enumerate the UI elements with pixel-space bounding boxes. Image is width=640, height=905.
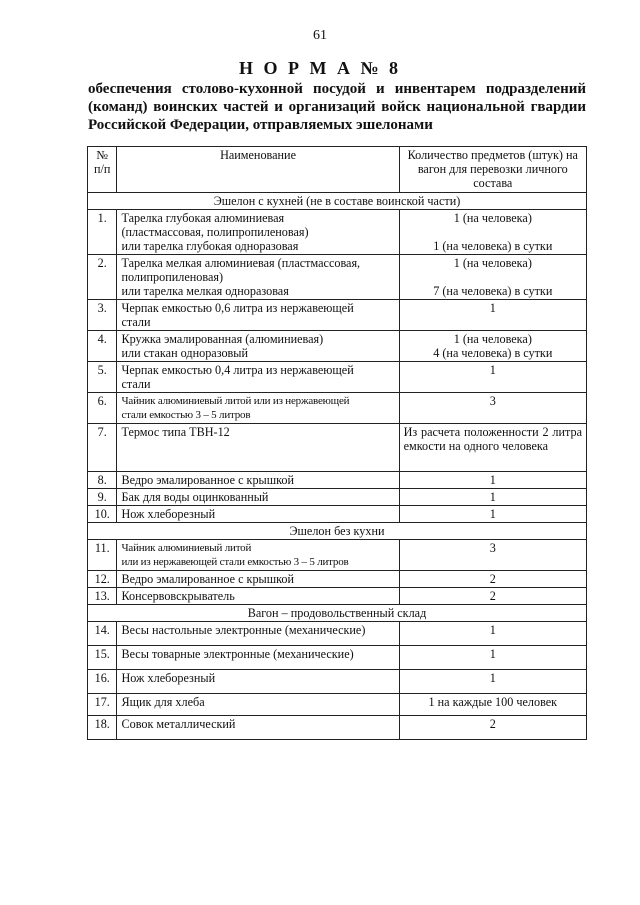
- row-name: Консервовскрыватель: [117, 588, 399, 605]
- section-title: Эшелон без кухни: [88, 523, 587, 540]
- table-row: [88, 670, 587, 694]
- row-num: 15.: [88, 646, 117, 670]
- table-row: [88, 472, 587, 489]
- row-num: 14.: [88, 622, 117, 646]
- row-num: 8.: [88, 472, 117, 489]
- name-line: полипропиленовая): [121, 270, 224, 284]
- qty-line: 1 (на человека): [453, 256, 532, 270]
- table-row: [88, 331, 587, 362]
- section-title: Эшелон с кухней (не в составе воинской части): [88, 193, 587, 210]
- name-line: Черпак емкостью 0,6 литра из нержавеющей: [121, 301, 354, 315]
- row-name: Термос типа ТВН-12: [117, 424, 399, 472]
- qty-line: 7 (на человека) в сутки: [433, 284, 553, 298]
- row-name: [117, 300, 399, 331]
- row-qty: 3: [399, 540, 586, 571]
- table-row: [88, 489, 587, 506]
- row-num: 17.: [88, 694, 117, 716]
- row-name: Ведро эмалированное с крышкой: [117, 472, 399, 489]
- table-row: [88, 571, 587, 588]
- row-num: 4.: [88, 331, 117, 362]
- row-num: 1.: [88, 210, 117, 255]
- row-num: 18.: [88, 716, 117, 740]
- row-name: Ведро эмалированное с крышкой: [117, 571, 399, 588]
- row-qty: 2: [399, 571, 586, 588]
- name-line: или тарелка глубокая одноразовая: [121, 239, 299, 253]
- row-name: Нож хлеборезный: [117, 506, 399, 523]
- row-num: 10.: [88, 506, 117, 523]
- row-name: Весы товарные электронные (механические): [117, 646, 399, 670]
- qty-line: 1 (на человека) в сутки: [433, 239, 553, 253]
- row-qty: 2: [399, 716, 586, 740]
- row-qty: 1: [399, 506, 586, 523]
- name-line: (пластмассовая, полипропиленовая): [121, 225, 309, 239]
- qty-line: 1 (на человека): [453, 211, 532, 225]
- table-row: [88, 300, 587, 331]
- row-num: 2.: [88, 255, 117, 300]
- name-line: или из нержавеющей стали емкостью 3 – 5 литров: [121, 556, 349, 568]
- name-line: Чайник алюминиевый литой: [121, 542, 252, 554]
- row-qty: [399, 210, 586, 255]
- row-name: Нож хлеборезный: [117, 670, 399, 694]
- row-num: 6.: [88, 393, 117, 424]
- header-qty: Количество предметов (штук) на вагон для перевозки личного состава: [399, 147, 586, 193]
- name-line: Тарелка глубокая алюминиевая: [121, 211, 285, 225]
- table-row: [88, 393, 587, 424]
- row-name: Совок металлический: [117, 716, 399, 740]
- row-qty: Из расчета положенности 2 литра емкости на одного человека: [399, 424, 586, 472]
- section-row: [88, 523, 587, 540]
- name-line: Тарелка мелкая алюминиевая (пластмассовая,: [121, 256, 361, 270]
- header-name: Наименование: [117, 147, 399, 193]
- row-name: [117, 362, 399, 393]
- row-num: 16.: [88, 670, 117, 694]
- table-row: [88, 424, 587, 472]
- row-qty: 1: [399, 300, 586, 331]
- row-num: 13.: [88, 588, 117, 605]
- section-row: [88, 605, 587, 622]
- table-header-row: [88, 147, 587, 193]
- norm-table: [87, 146, 587, 740]
- row-qty: 1: [399, 472, 586, 489]
- row-qty: 2: [399, 588, 586, 605]
- name-line: стали: [121, 377, 151, 391]
- row-name: [117, 331, 399, 362]
- name-line: Чайник алюминиевый литой или из нержавеющей: [121, 395, 350, 407]
- table-row: [88, 506, 587, 523]
- document-subtitle: [88, 80, 586, 134]
- name-line: Черпак емкостью 0,4 литра из нержавеющей: [121, 363, 354, 377]
- section-row: [88, 193, 587, 210]
- row-qty: 1 на каждые 100 человек: [399, 694, 586, 716]
- table-row: [88, 588, 587, 605]
- table-row: [88, 362, 587, 393]
- row-name: Бак для воды оцинкованный: [117, 489, 399, 506]
- subtitle-line: Российской Федерации, отправляемых эшелонами: [88, 117, 433, 133]
- section-title: Вагон – продовольственный склад: [88, 605, 587, 622]
- row-name: [117, 255, 399, 300]
- qty-line: 1 (на человека): [453, 332, 532, 346]
- table-row: [88, 622, 587, 646]
- row-qty: 1: [399, 670, 586, 694]
- row-name: [117, 540, 399, 571]
- row-qty: 1: [399, 489, 586, 506]
- row-num: 11.: [88, 540, 117, 571]
- row-num: 5.: [88, 362, 117, 393]
- row-name: Ящик для хлеба: [117, 694, 399, 716]
- row-num: 3.: [88, 300, 117, 331]
- row-num: 12.: [88, 571, 117, 588]
- row-qty: 1: [399, 622, 586, 646]
- header-num: № п/п: [88, 147, 117, 193]
- name-line: стали емкостью 3 – 5 литров: [121, 409, 251, 421]
- name-line: или тарелка мелкая одноразовая: [121, 284, 289, 298]
- table-row: [88, 255, 587, 300]
- row-name: [117, 210, 399, 255]
- name-line: стали: [121, 315, 151, 329]
- page-number: 61: [313, 28, 327, 43]
- row-num: 9.: [88, 489, 117, 506]
- row-name: [117, 393, 399, 424]
- name-line: или стакан одноразовый: [121, 346, 249, 360]
- table-row: [88, 646, 587, 670]
- row-num: 7.: [88, 424, 117, 472]
- table-row: [88, 694, 587, 716]
- row-qty: 1: [399, 362, 586, 393]
- table-row: [88, 540, 587, 571]
- qty-line: 4 (на человека) в сутки: [433, 346, 553, 360]
- name-line: Кружка эмалированная (алюминиевая): [121, 332, 324, 346]
- subtitle-line: (команд) воинских частей и организаций войск национальной гвардии: [88, 99, 586, 115]
- row-qty: [399, 255, 586, 300]
- subtitle-line: обеспечения столово-кухонной посудой и инвентарем подразделений: [88, 81, 586, 97]
- table-row: [88, 210, 587, 255]
- norm-title: Н О Р М А № 8: [238, 58, 402, 78]
- row-qty: 1: [399, 646, 586, 670]
- row-name: Весы настольные электронные (механические): [117, 622, 399, 646]
- table-row: [88, 716, 587, 740]
- row-qty: 3: [399, 393, 586, 424]
- row-qty: [399, 331, 586, 362]
